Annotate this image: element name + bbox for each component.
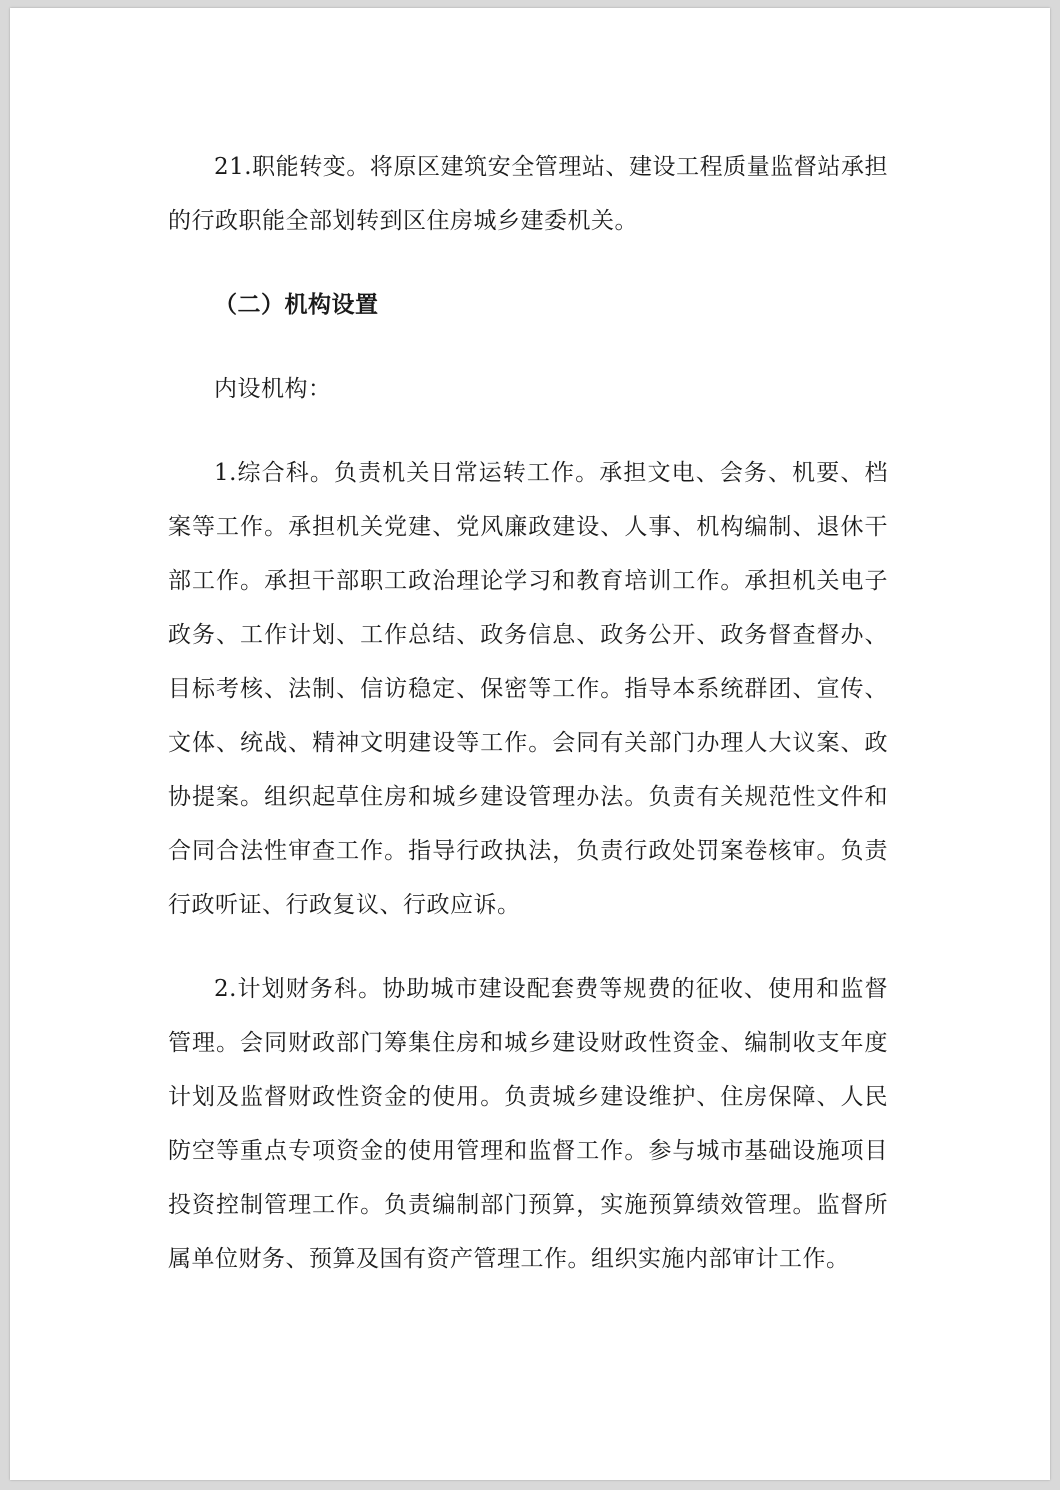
paragraph-internal-institutions: 内设机构： (214, 376, 332, 402)
paragraph-functional-transformation: 21.职能转变。将原区建筑安全管理站、建设工程质量监督站承担的行政职能全部划转到区住房城乡建委机关。 (168, 154, 888, 234)
paragraph-general-affairs-section: 1.综合科。负责机关日常运转工作。承担文电、会务、机要、档案等工作。承担机关党建、党风廉政建设、人事、机构编制、退休干部工作。承担干部职工政治理论学习和教育培训工作。承担机关电子政务、工作计划、工作总结、政务信息、政务公开、政务督查督办、目标考核、法制、信访稳定、保密等工作。指导本系统群团、宣传、文体、统战、精神文明建设等工作。会同有关部门办理人大议案、政协提案。组织起草住房和城乡建设管理办法。负责有关规范性文件和合同合法性审查工作。指导行政执法，负责行政处罚案卷核审。负责行政听证、行政复议、行政应诉。 (168, 460, 888, 918)
paragraph-planning-finance-section: 2.计划财务科。协助城市建设配套费等规费的征收、使用和监督管理。会同财政部门筹集住房和城乡建设财政性资金、编制收支年度计划及监督财政性资金的使用。负责城乡建设维护、住房保障、人民防空等重点专项资金的使用管理和监督工作。参与城市基础设施项目投资控制管理工作。负责编制部门预算，实施预算绩效管理。监督所属单位财务、预算及国有资产管理工作。组织实施内部审计工作。 (168, 976, 888, 1272)
document-page (10, 8, 1050, 1480)
document-body (168, 140, 888, 1286)
section-heading-organization: （二）机构设置 (214, 292, 379, 318)
